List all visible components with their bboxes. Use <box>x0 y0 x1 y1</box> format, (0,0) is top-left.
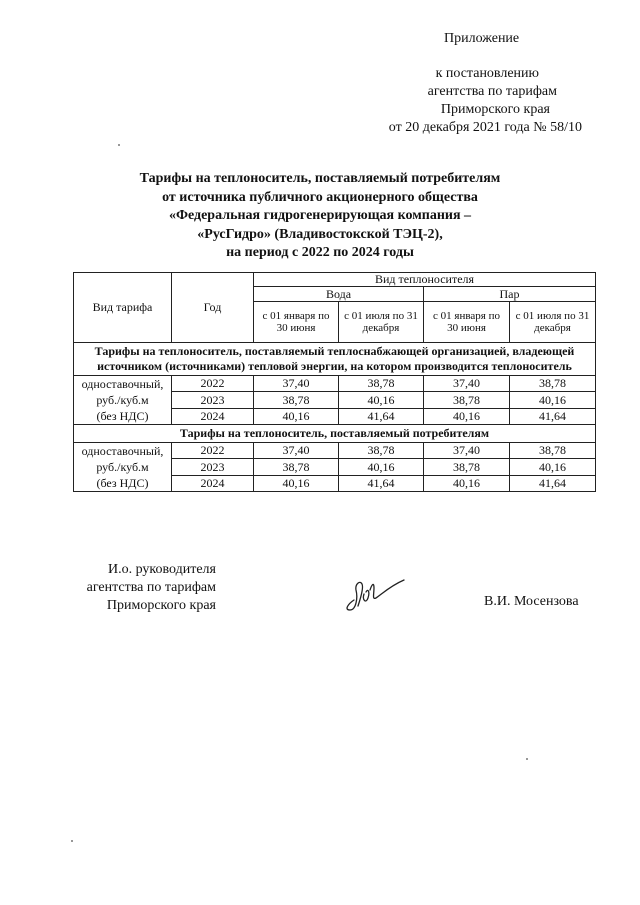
year-cell: 2022 <box>172 376 254 392</box>
section-title: Тарифы на теплоноситель, поставляемый потребителям <box>74 425 596 443</box>
position-line: И.о. руководителя <box>107 562 216 577</box>
value-cell: 40,16 <box>424 408 510 424</box>
header-steam-period-1: с 01 января по 30 июня <box>424 302 510 343</box>
value-cell: 41,64 <box>339 408 424 424</box>
year-cell: 2024 <box>172 408 254 424</box>
value-cell: 38,78 <box>424 392 510 408</box>
document-title <box>60 170 580 263</box>
value-cell: 40,16 <box>510 459 596 475</box>
tariff-kind-line: одноставочный, <box>81 444 164 458</box>
scan-speck <box>71 840 73 842</box>
handwritten-signature <box>338 570 410 614</box>
value-cell: 40,16 <box>339 459 424 475</box>
value-cell: 38,78 <box>510 443 596 459</box>
value-cell: 38,78 <box>339 443 424 459</box>
tariff-kind-line: (без НДС) <box>96 409 149 423</box>
resolution-line: от 20 декабря 2021 года № 58/10 <box>388 120 582 135</box>
value-cell: 40,16 <box>424 475 510 491</box>
tariff-kind-line: (без НДС) <box>96 476 149 490</box>
appendix-label: Приложение <box>444 31 520 46</box>
header-steam-period-2: с 01 июля по 31 декабря <box>510 302 596 343</box>
tariff-kind <box>74 443 172 492</box>
title-line: от источника публичного акционерного общества <box>162 189 478 205</box>
tariff-table <box>73 272 596 492</box>
scan-speck <box>526 758 528 760</box>
value-cell: 40,16 <box>339 392 424 408</box>
value-cell: 37,40 <box>254 376 339 392</box>
header-steam: Пар <box>424 287 596 302</box>
tariff-kind-line: руб./куб.м <box>96 460 149 474</box>
header-water: Вода <box>254 287 424 302</box>
position-line: Приморского края <box>106 598 216 613</box>
value-cell: 37,40 <box>254 443 339 459</box>
value-cell: 40,16 <box>254 408 339 424</box>
value-cell: 40,16 <box>510 392 596 408</box>
header-tariff-type: Вид тарифа <box>74 273 172 343</box>
value-cell: 37,40 <box>424 376 510 392</box>
value-cell: 37,40 <box>424 443 510 459</box>
value-cell: 41,64 <box>510 475 596 491</box>
title-line: «РусГидро» (Владивостокской ТЭЦ-2), <box>197 226 443 242</box>
year-cell: 2022 <box>172 443 254 459</box>
header-water-period-1: с 01 января по 30 июня <box>254 302 339 343</box>
scan-speck <box>118 144 120 146</box>
title-line: «Федеральная гидрогенерирующая компания – <box>168 208 472 223</box>
tariff-kind <box>74 376 172 425</box>
resolution-line: агентства по тарифам <box>427 84 557 99</box>
value-cell: 41,64 <box>339 475 424 491</box>
value-cell: 38,78 <box>510 376 596 392</box>
resolution-line: к постановлению <box>435 66 539 81</box>
value-cell: 41,64 <box>510 408 596 424</box>
signatory-position <box>76 561 216 615</box>
tariff-kind-line: одноставочный, <box>81 377 164 391</box>
header-year: Год <box>172 273 254 343</box>
tariff-kind-line: руб./куб.м <box>96 393 149 407</box>
resolution-line: Приморского края <box>440 102 550 117</box>
title-line: на период с 2022 по 2024 годы <box>226 245 414 260</box>
value-cell: 40,16 <box>254 475 339 491</box>
header-carrier: Вид теплоносителя <box>254 273 596 287</box>
signatory-name: В.И. Мосензова <box>484 594 579 609</box>
title-line: Тарифы на теплоноситель, поставляемый потребителям <box>139 171 501 186</box>
header-water-period-2: с 01 июля по 31 декабря <box>339 302 424 343</box>
value-cell: 38,78 <box>254 392 339 408</box>
position-line: агентства по тарифам <box>86 580 216 595</box>
section-title: Тарифы на теплоноситель, поставляемый теплоснабжающей организацией, владеющей источником (источниками) тепловой энергии, на котором производится теплоноситель <box>74 343 596 376</box>
value-cell: 38,78 <box>424 459 510 475</box>
value-cell: 38,78 <box>254 459 339 475</box>
resolution-reference <box>389 65 582 137</box>
year-cell: 2024 <box>172 475 254 491</box>
year-cell: 2023 <box>172 392 254 408</box>
value-cell: 38,78 <box>339 376 424 392</box>
year-cell: 2023 <box>172 459 254 475</box>
